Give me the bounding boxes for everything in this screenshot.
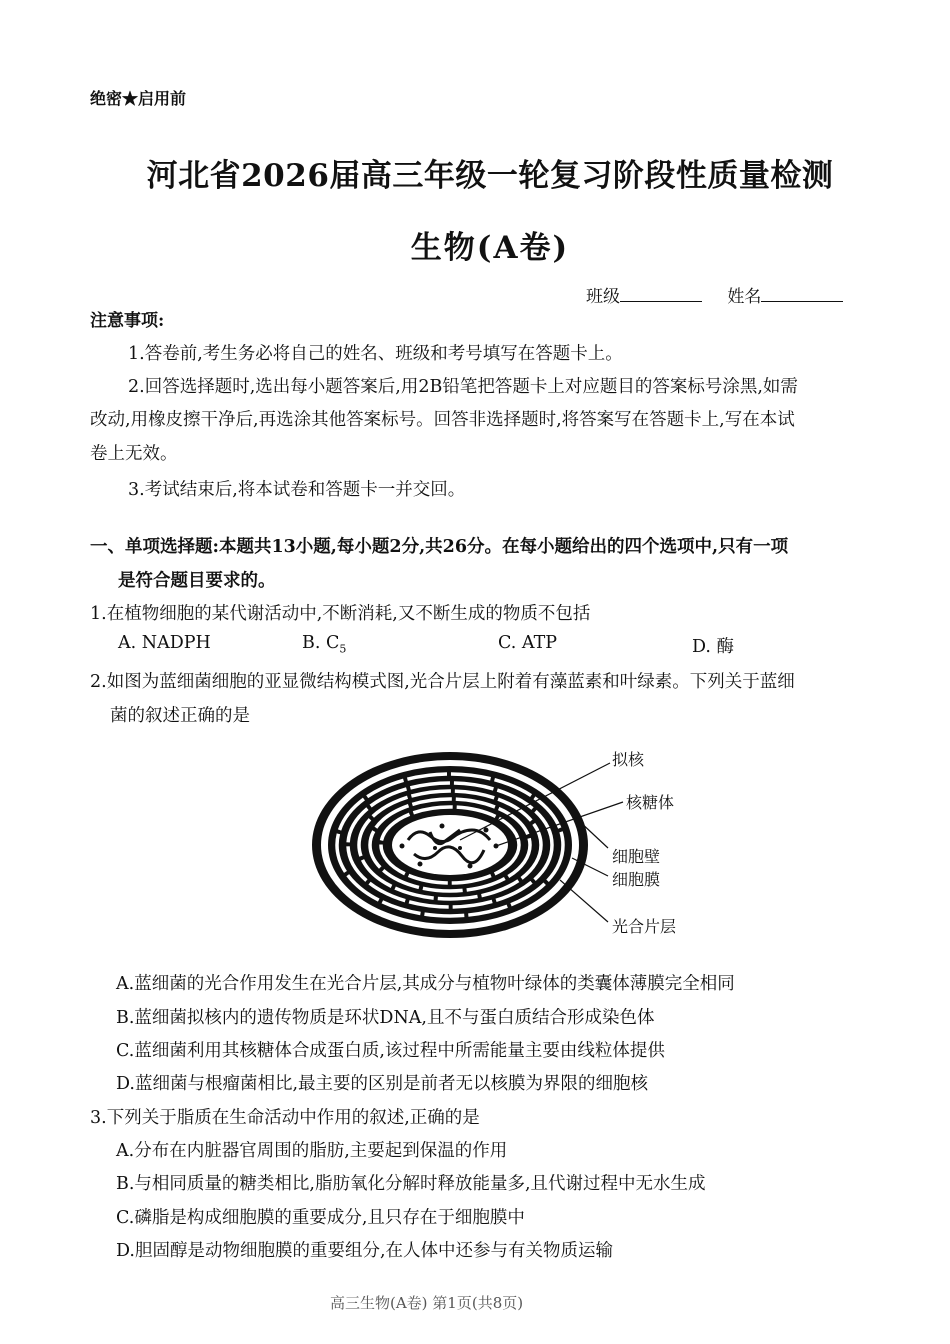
name-blank bbox=[761, 285, 843, 302]
section-heading: 一、单项选择题:本题共13小题,每小题2分,共26分。在每小题给出的四个选项中,只有一项 bbox=[90, 537, 789, 557]
confidential-mark: 绝密★启用前 bbox=[90, 89, 187, 108]
q1-option-b-text: B. C bbox=[302, 633, 340, 653]
notice-item: 1.答卷前,考生务必将自己的姓名、班级和考号填写在答题卡上。 bbox=[128, 344, 623, 364]
class-blank bbox=[620, 285, 702, 302]
question-3-stem: 3.下列关于脂质在生命活动中作用的叙述,正确的是 bbox=[90, 1108, 480, 1128]
notice-heading: 注意事项: bbox=[90, 311, 165, 331]
notice-item: 2.回答选择题时,选出每小题答案后,用2B铅笔把答题卡上对应题目的答案标号涂黑,如需 bbox=[128, 377, 798, 397]
cyanobacteria-diagram bbox=[310, 740, 710, 945]
page-footer: 高三生物(A卷) 第1页(共8页) bbox=[330, 1294, 524, 1312]
q1-option-a: A. NADPH bbox=[118, 633, 211, 653]
q3-option-a: A.分布在内脏器官周围的脂肪,主要起到保温的作用 bbox=[116, 1141, 508, 1161]
label-cell-membrane: 细胞膜 bbox=[612, 870, 661, 889]
q3-option-c: C.磷脂是构成细胞膜的重要成分,且只存在于细胞膜中 bbox=[116, 1208, 525, 1228]
label-ribosome: 核糖体 bbox=[626, 793, 675, 812]
q1-option-c: C. ATP bbox=[498, 633, 558, 653]
question-2-stem: 2.如图为蓝细菌细胞的亚显微结构模式图,光合片层上附着有藻蓝素和叶绿素。下列关于蓝细 bbox=[90, 672, 795, 692]
q1-option-d: D. 酶 bbox=[692, 637, 735, 657]
q3-option-b: B.与相同质量的糖类相比,脂肪氧化分解时释放能量多,且代谢过程中无水生成 bbox=[116, 1174, 706, 1194]
notice-item-cont: 改动,用橡皮擦干净后,再选涂其他答案标号。回答非选择题时,将答案写在答题卡上,写在本试 bbox=[90, 410, 795, 430]
notice-item: 3.考试结束后,将本试卷和答题卡一并交回。 bbox=[128, 480, 466, 500]
question-1-stem: 1.在植物细胞的某代谢活动中,不断消耗,又不断生成的物质不包括 bbox=[90, 604, 591, 624]
name-label: 姓名 bbox=[727, 287, 762, 307]
q1-option-b-subscript: 5 bbox=[339, 642, 347, 656]
student-info-fields bbox=[586, 282, 843, 307]
exam-title: 河北省2026届高三年级一轮复习阶段性质量检测 bbox=[146, 158, 834, 194]
label-photosynthetic-lamella: 光合片层 bbox=[612, 917, 677, 936]
question-2-stem-cont: 菌的叙述正确的是 bbox=[110, 706, 250, 726]
notice-item-cont: 卷上无效。 bbox=[90, 444, 178, 464]
class-label: 班级 bbox=[586, 287, 620, 307]
exam-subtitle: 生物(A卷) bbox=[410, 230, 570, 266]
section-heading-cont: 是符合题目要求的。 bbox=[118, 571, 276, 591]
q3-option-d: D.胆固醇是动物细胞膜的重要组分,在人体中还参与有关物质运输 bbox=[116, 1241, 614, 1261]
q1-option-b bbox=[302, 633, 346, 656]
label-cell-wall: 细胞壁 bbox=[612, 847, 661, 866]
q2-option-d: D.蓝细菌与根瘤菌相比,最主要的区别是前者无以核膜为界限的细胞核 bbox=[116, 1074, 649, 1094]
label-nucleoid: 拟核 bbox=[612, 750, 645, 769]
q2-option-a: A.蓝细菌的光合作用发生在光合片层,其成分与植物叶绿体的类囊体薄膜完全相同 bbox=[116, 974, 735, 994]
q2-option-c: C.蓝细菌利用其核糖体合成蛋白质,该过程中所需能量主要由线粒体提供 bbox=[116, 1041, 665, 1061]
q2-option-b: B.蓝细菌拟核内的遗传物质是环状DNA,且不与蛋白质结合形成染色体 bbox=[116, 1008, 655, 1028]
